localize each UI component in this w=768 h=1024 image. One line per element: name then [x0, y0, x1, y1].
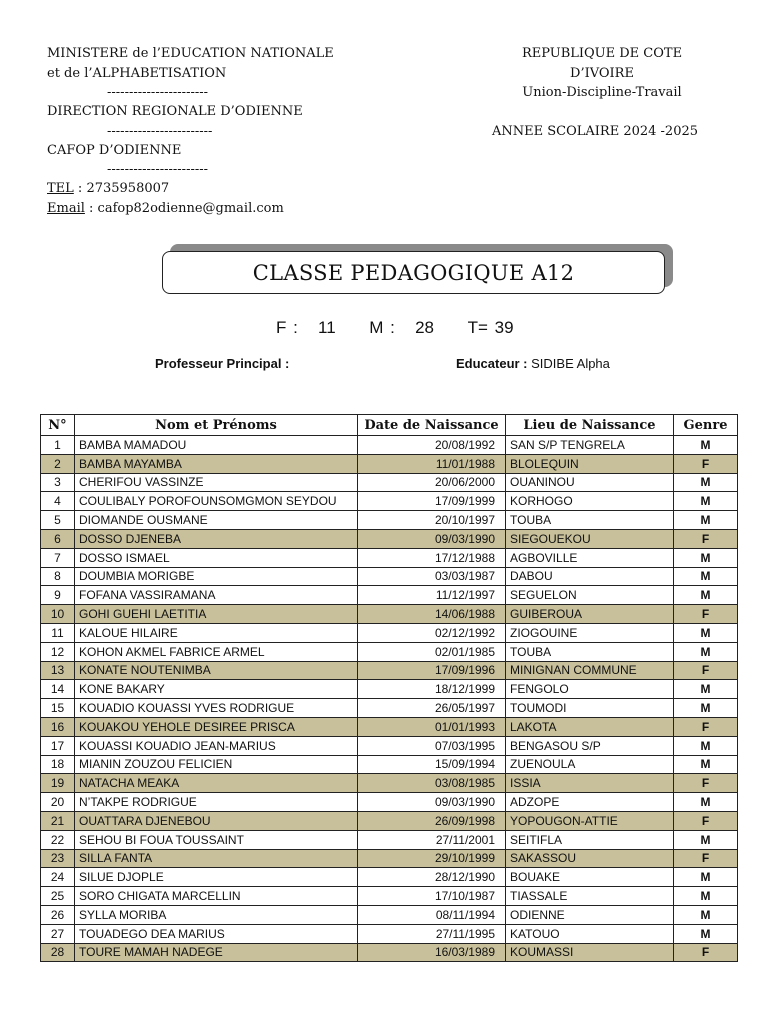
cell-birthdate: 02/12/1992 — [358, 623, 506, 642]
table-row — [41, 943, 738, 962]
col-name: Nom et Prénoms — [75, 415, 358, 436]
cell-birthdate: 28/12/1990 — [358, 868, 506, 887]
separator: ----------------------- — [107, 162, 209, 177]
cell-birthdate: 15/09/1994 — [358, 755, 506, 774]
cell-gender: M — [674, 905, 738, 924]
cell-birthdate: 09/03/1990 — [358, 529, 506, 548]
cell-name: DIOMANDE OUSMANE — [75, 511, 358, 530]
table-row — [41, 623, 738, 642]
cell-birthdate: 29/10/1999 — [358, 849, 506, 868]
cell-birthplace: LAKOTA — [506, 717, 674, 736]
cell-birthdate: 17/09/1996 — [358, 661, 506, 680]
cell-birthplace: TIASSALE — [506, 887, 674, 906]
cell-birthdate: 17/09/1999 — [358, 492, 506, 511]
cell-birthplace: SIEGOUEKOU — [506, 529, 674, 548]
cell-name: KONE BAKARY — [75, 680, 358, 699]
cell-gender: M — [674, 436, 738, 455]
cell-number: 5 — [41, 511, 75, 530]
cell-birthplace: TOUBA — [506, 511, 674, 530]
cell-number: 1 — [41, 436, 75, 455]
republic-header — [492, 44, 712, 141]
school-year: ANNEE SCOLAIRE 2024 -2025 — [492, 123, 699, 139]
col-birthdate: Date de Naissance — [358, 415, 506, 436]
cell-number: 2 — [41, 454, 75, 473]
cell-gender: M — [674, 755, 738, 774]
cell-gender: M — [674, 548, 738, 567]
cell-number: 7 — [41, 548, 75, 567]
cell-birthplace: TOUMODI — [506, 699, 674, 718]
female-label: F : — [276, 318, 298, 337]
cell-number: 23 — [41, 849, 75, 868]
cell-birthplace: OUANINOU — [506, 473, 674, 492]
table-row — [41, 680, 738, 699]
cell-number: 8 — [41, 567, 75, 586]
cell-birthdate: 17/12/1988 — [358, 548, 506, 567]
cell-birthplace: BENGASOU S/P — [506, 736, 674, 755]
col-birthplace: Lieu de Naissance — [506, 415, 674, 436]
cell-birthdate: 11/01/1988 — [358, 454, 506, 473]
cell-name: KOUADIO KOUASSI YVES RODRIGUE — [75, 699, 358, 718]
cell-gender: F — [674, 605, 738, 624]
table-row — [41, 548, 738, 567]
table-row — [41, 586, 738, 605]
cell-birthdate: 17/10/1987 — [358, 887, 506, 906]
cell-number: 24 — [41, 868, 75, 887]
col-number: N° — [41, 415, 75, 436]
cell-name: NATACHA MEAKA — [75, 774, 358, 793]
table-header-row — [41, 415, 738, 436]
table-row — [41, 887, 738, 906]
regional-direction: DIRECTION REGIONALE D’ODIENNE — [47, 104, 303, 119]
cell-birthdate: 03/08/1985 — [358, 774, 506, 793]
cell-name: KOUAKOU YEHOLE DESIREE PRISCA — [75, 717, 358, 736]
cell-number: 27 — [41, 924, 75, 943]
cell-birthplace: SEGUELON — [506, 586, 674, 605]
cell-number: 15 — [41, 699, 75, 718]
cell-number: 14 — [41, 680, 75, 699]
cell-number: 21 — [41, 811, 75, 830]
separator: ----------------------- — [107, 85, 209, 100]
cell-gender: M — [674, 868, 738, 887]
cell-birthplace: DABOU — [506, 567, 674, 586]
cell-name: SILUE DJOPLE — [75, 868, 358, 887]
email — [47, 199, 334, 219]
cell-birthplace: BLOLEQUIN — [506, 454, 674, 473]
cell-number: 11 — [41, 623, 75, 642]
table-row — [41, 717, 738, 736]
cell-gender: M — [674, 492, 738, 511]
cell-number: 20 — [41, 793, 75, 812]
cell-gender: M — [674, 586, 738, 605]
cell-name: TOUADEGO DEA MARIUS — [75, 924, 358, 943]
cell-number: 17 — [41, 736, 75, 755]
cell-birthplace: SAN S/P TENGRELA — [506, 436, 674, 455]
cell-number: 9 — [41, 586, 75, 605]
cell-name: GOHI GUEHI LAETITIA — [75, 605, 358, 624]
cell-name: N’TAKPE RODRIGUE — [75, 793, 358, 812]
educ-name: SIDIBE Alpha — [527, 356, 610, 371]
cell-birthdate: 14/06/1988 — [358, 605, 506, 624]
cell-number: 3 — [41, 473, 75, 492]
cell-name: CHERIFOU VASSINZE — [75, 473, 358, 492]
cell-birthplace: SEITIFLA — [506, 830, 674, 849]
cell-birthdate: 26/05/1997 — [358, 699, 506, 718]
cell-name: KONATE NOUTENIMBA — [75, 661, 358, 680]
cell-birthplace: BOUAKE — [506, 868, 674, 887]
cell-birthdate: 20/06/2000 — [358, 473, 506, 492]
cell-gender: M — [674, 623, 738, 642]
table-row — [41, 924, 738, 943]
cell-birthdate: 03/03/1987 — [358, 567, 506, 586]
table-row — [41, 436, 738, 455]
cell-name: KOHON AKMEL FABRICE ARMEL — [75, 642, 358, 661]
total-count: 39 — [494, 318, 514, 337]
cell-birthplace: MINIGNAN COMMUNE — [506, 661, 674, 680]
cell-birthplace: SAKASSOU — [506, 849, 674, 868]
principal-teacher — [155, 356, 289, 371]
telephone — [47, 179, 334, 199]
tel-label: TEL — [47, 181, 74, 196]
table-row — [41, 755, 738, 774]
cell-name: COULIBALY POROFOUNSOMGMON SEYDOU — [75, 492, 358, 511]
table-row — [41, 661, 738, 680]
cell-birthdate: 09/03/1990 — [358, 793, 506, 812]
cell-number: 26 — [41, 905, 75, 924]
republic-name: REPUBLIQUE DE COTE D’IVOIRE — [521, 46, 683, 81]
prof-label: Professeur Principal : — [155, 356, 290, 371]
cell-birthdate: 11/12/1997 — [358, 586, 506, 605]
cell-birthdate: 20/08/1992 — [358, 436, 506, 455]
cell-birthplace: ADZOPE — [506, 793, 674, 812]
cell-birthdate: 20/10/1997 — [358, 511, 506, 530]
cell-gender: M — [674, 793, 738, 812]
table-row — [41, 868, 738, 887]
cell-name: DOSSO DJENEBA — [75, 529, 358, 548]
table-row — [41, 849, 738, 868]
cell-number: 6 — [41, 529, 75, 548]
table-row — [41, 605, 738, 624]
female-count: 11 — [318, 318, 336, 337]
cell-gender: F — [674, 943, 738, 962]
cell-birthdate: 18/12/1999 — [358, 680, 506, 699]
table-row — [41, 774, 738, 793]
cell-birthdate: 27/11/2001 — [358, 830, 506, 849]
cell-gender: M — [674, 830, 738, 849]
ministry-name: MINISTERE de l’EDUCATION NATIONALE — [47, 46, 334, 61]
educ-label: Educateur : — [456, 356, 528, 371]
cell-gender: F — [674, 454, 738, 473]
educator — [456, 356, 610, 371]
table-row — [41, 567, 738, 586]
cell-birthplace: ZUENOULA — [506, 755, 674, 774]
ministry-name-2: et de l’ALPHABETISATION — [47, 65, 227, 81]
cell-gender: M — [674, 887, 738, 906]
institution-name: CAFOP D’ODIENNE — [47, 142, 182, 158]
cell-birthplace: KATOUO — [506, 924, 674, 943]
cell-number: 13 — [41, 661, 75, 680]
cell-birthplace: TOUBA — [506, 642, 674, 661]
cell-birthplace: FENGOLO — [506, 680, 674, 699]
cell-number: 25 — [41, 887, 75, 906]
table-row — [41, 736, 738, 755]
table-row — [41, 529, 738, 548]
cell-gender: F — [674, 811, 738, 830]
cell-birthdate: 26/09/1998 — [358, 811, 506, 830]
tel-value: : 2735958007 — [73, 181, 170, 196]
cell-name: FOFANA VASSIRAMANA — [75, 586, 358, 605]
cell-birthplace: AGBOVILLE — [506, 548, 674, 567]
cell-name: TOURE MAMAH NADEGE — [75, 943, 358, 962]
cell-birthdate: 01/01/1993 — [358, 717, 506, 736]
cell-name: DOUMBIA MORIGBE — [75, 567, 358, 586]
cell-name: DOSSO ISMAEL — [75, 548, 358, 567]
table-row — [41, 793, 738, 812]
cell-gender: F — [674, 717, 738, 736]
cell-gender: F — [674, 661, 738, 680]
cell-gender: M — [674, 736, 738, 755]
cell-number: 19 — [41, 774, 75, 793]
table-row — [41, 454, 738, 473]
cell-name: BAMBA MAYAMBA — [75, 454, 358, 473]
table-row — [41, 511, 738, 530]
cell-birthplace: KORHOGO — [506, 492, 674, 511]
male-label: M : — [369, 318, 395, 337]
cell-number: 16 — [41, 717, 75, 736]
cell-name: SEHOU BI FOUA TOUSSAINT — [75, 830, 358, 849]
cell-gender: M — [674, 924, 738, 943]
student-table — [40, 414, 738, 962]
cell-gender: F — [674, 774, 738, 793]
cell-gender: M — [674, 680, 738, 699]
cell-number: 10 — [41, 605, 75, 624]
motto: Union-Discipline-Travail — [522, 85, 682, 100]
cell-name: SILLA FANTA — [75, 849, 358, 868]
gender-counts — [276, 318, 514, 338]
table-row — [41, 811, 738, 830]
table-row — [41, 830, 738, 849]
cell-birthplace: KOUMASSI — [506, 943, 674, 962]
cell-number: 4 — [41, 492, 75, 511]
total-label: T= — [467, 318, 488, 337]
cell-name: SYLLA MORIBA — [75, 905, 358, 924]
cell-name: MIANIN ZOUZOU FELICIEN — [75, 755, 358, 774]
male-count: 28 — [415, 318, 434, 337]
cell-birthplace: GUIBEROUA — [506, 605, 674, 624]
cell-gender: M — [674, 473, 738, 492]
cell-birthdate: 08/11/1994 — [358, 905, 506, 924]
cell-name: SORO CHIGATA MARCELLIN — [75, 887, 358, 906]
cell-number: 18 — [41, 755, 75, 774]
table-row — [41, 699, 738, 718]
cell-gender: F — [674, 529, 738, 548]
email-label: Email — [47, 200, 85, 216]
cell-number: 12 — [41, 642, 75, 661]
cell-birthplace: ISSIA — [506, 774, 674, 793]
cell-birthdate: 16/03/1989 — [358, 943, 506, 962]
col-gender: Genre — [674, 415, 738, 436]
page-title: CLASSE PEDAGOGIQUE A12 — [162, 251, 665, 294]
cell-gender: M — [674, 567, 738, 586]
cell-birthplace: ZIOGOUINE — [506, 623, 674, 642]
cell-gender: F — [674, 849, 738, 868]
cell-gender: M — [674, 642, 738, 661]
cell-number: 22 — [41, 830, 75, 849]
cell-number: 28 — [41, 943, 75, 962]
table-row — [41, 492, 738, 511]
table-row — [41, 642, 738, 661]
cell-name: KOUASSI KOUADIO JEAN-MARIUS — [75, 736, 358, 755]
ministry-header — [47, 44, 334, 218]
cell-birthdate: 07/03/1995 — [358, 736, 506, 755]
cell-birthdate: 27/11/1995 — [358, 924, 506, 943]
cell-gender: M — [674, 511, 738, 530]
cell-name: BAMBA MAMADOU — [75, 436, 358, 455]
cell-name: OUATTARA DJENEBOU — [75, 811, 358, 830]
cell-name: KALOUE HILAIRE — [75, 623, 358, 642]
email-value: : cafop82odienne@gmail.com — [84, 200, 284, 216]
table-row — [41, 473, 738, 492]
separator: ------------------------ — [107, 123, 213, 139]
cell-birthplace: YOPOUGON-ATTIE — [506, 811, 674, 830]
cell-birthplace: ODIENNE — [506, 905, 674, 924]
cell-gender: M — [674, 699, 738, 718]
table-row — [41, 905, 738, 924]
cell-birthdate: 02/01/1985 — [358, 642, 506, 661]
